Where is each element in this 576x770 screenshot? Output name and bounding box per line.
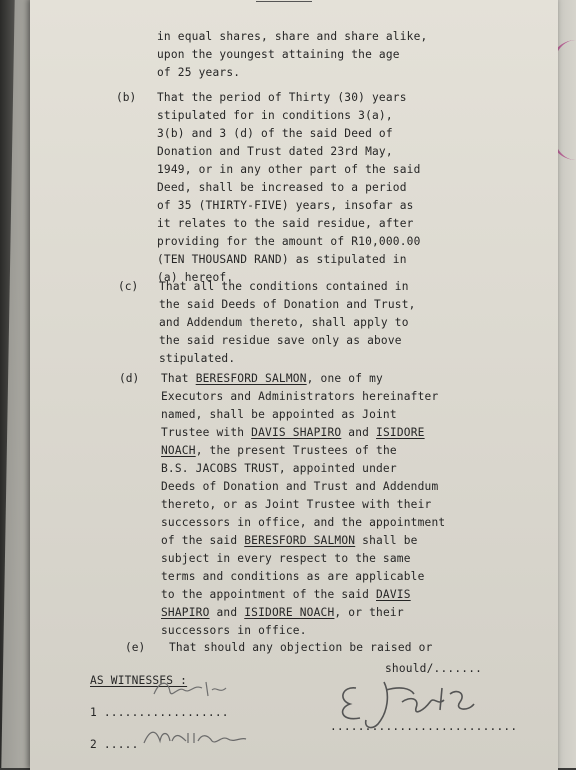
clause-b-line: 3(b) and 3 (d) of the said Deed of: [157, 127, 393, 140]
clause-d-line-10: of the said BERESFORD SALMON shall be: [161, 534, 418, 547]
clause-d-label: (d): [119, 372, 140, 385]
clause-b-line: it relates to the said residue, after: [157, 217, 414, 230]
clause-d-line-11: subject in every respect to the same: [161, 552, 411, 565]
clause-b-label: (b): [116, 91, 137, 104]
clause-d-line-4: Trustee with DAVIS SHAPIRO and ISIDORE: [161, 426, 425, 439]
intro-line-2: upon the youngest attaining the age: [157, 48, 400, 61]
clause-e-line: That should any objection be raised or: [169, 641, 433, 654]
clause-d-line-15: successors in office.: [161, 624, 307, 637]
document-page: [30, 0, 558, 770]
intro-line-1: in equal shares, share and share alike,: [157, 30, 428, 43]
clause-c-line: That all the conditions contained in: [159, 280, 409, 293]
clause-c-label: (c): [118, 280, 139, 293]
witness-2-line: 2 .....: [90, 738, 139, 751]
intro-line-3: of 25 years.: [157, 66, 241, 79]
clause-d-line-9: successors in office, and the appointment: [161, 516, 446, 529]
clause-c-line: and Addendum thereto, shall apply to: [159, 316, 409, 329]
witness-2-signature: [142, 723, 252, 751]
signature-line: ...........................: [330, 720, 518, 733]
clause-d-line-14: SHAPIRO and ISIDORE NOACH, or their: [161, 606, 404, 619]
clause-e-label: (e): [125, 641, 146, 654]
clause-b-line: 1949, or in any other part of the said: [157, 163, 421, 176]
clause-b-line: (TEN THOUSAND RAND) as stipulated in: [157, 253, 407, 266]
clause-d-line-6: B.S. JACOBS TRUST, appointed under: [161, 462, 397, 475]
clause-d-line-7: Deeds of Donation and Trust and Addendum: [161, 480, 439, 493]
clause-d-line-12: terms and conditions as are applicable: [161, 570, 425, 583]
clause-b-line: Deed, shall be increased to a period: [157, 181, 407, 194]
clause-b-line: Donation and Trust dated 23rd May,: [157, 145, 393, 158]
clause-d-line-3: named, shall be appointed as Joint: [161, 408, 397, 421]
clause-b-line: of 35 (THIRTY-FIVE) years, insofar as: [157, 199, 414, 212]
page-number-mark: [256, 0, 312, 2]
clause-b-line: (a) hereof.: [157, 271, 234, 284]
clause-d-line-5: NOACH, the present Trustees of the: [161, 444, 397, 457]
clause-d-line-8: thereto, or as Joint Trustee with their: [161, 498, 432, 511]
clause-c-line: stipulated.: [159, 352, 236, 365]
witness-1-line: 1 ..................: [90, 706, 229, 719]
clause-d-line-2: Executors and Administrators hereinafter: [161, 390, 439, 403]
clause-c-line: the said Deeds of Donation and Trust,: [159, 298, 416, 311]
clause-b-line: That the period of Thirty (30) years: [157, 91, 407, 104]
clause-d-line-1: That BERESFORD SALMON, one of my: [161, 372, 383, 385]
clause-b-line: stipulated for in conditions 3(a),: [157, 109, 393, 122]
clause-b-line: providing for the amount of R10,000.00: [157, 235, 421, 248]
clause-c-line: the said residue save only as above: [159, 334, 402, 347]
catchword: should/.......: [385, 662, 483, 675]
clause-d-line-13: to the appointment of the said DAVIS: [161, 588, 411, 601]
witness-1-signature: [150, 676, 240, 704]
witnesses-heading: AS WITNESSES :: [90, 674, 188, 687]
